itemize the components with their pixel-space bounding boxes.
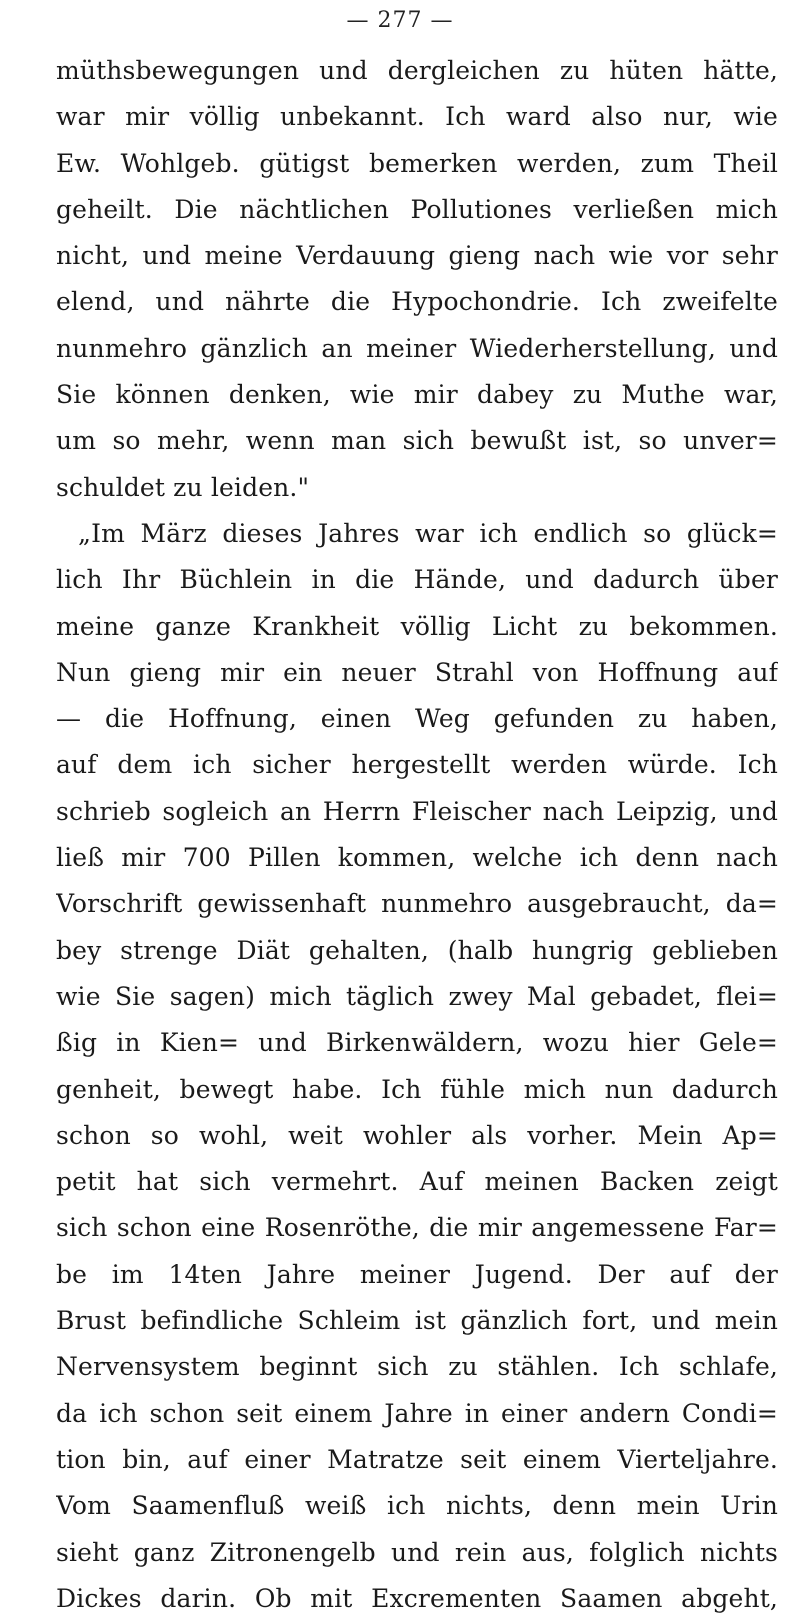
- text-line: auf dem ich sicher hergestellt werden würde. Ich: [56, 750, 778, 780]
- text-line: Sie können denken, wie mir dabey zu Muthe war,: [56, 380, 778, 410]
- page-number: — 277 —: [346, 8, 454, 33]
- text-line: Nun gieng mir ein neuer Strahl von Hoffnung auf: [56, 657, 778, 687]
- text-line: nunmehro gänzlich an meiner Wiederherstellung, und: [56, 333, 778, 363]
- text-line: nicht, und meine Verdauung gieng nach wie vor sehr: [56, 241, 778, 271]
- text-line: schon so wohl, weit wohler als vorher. Mein Ap=: [56, 1120, 778, 1150]
- text-line: Brust befindliche Schleim ist gänzlich fort, und mein: [56, 1306, 778, 1336]
- text-line: Vorschrift gewissenhaft nunmehro ausgebraucht, da=: [56, 889, 778, 919]
- text-line: sich schon eine Rosenröthe, die mir angemessene Far=: [56, 1213, 778, 1243]
- text-line: ließ mir 700 Pillen kommen, welche ich denn nach: [56, 843, 778, 873]
- text-line: genheit, bewegt habe. Ich fühle mich nun dadurch: [56, 1074, 778, 1104]
- text-line: elend, und nährte die Hypochondrie. Ich zweifelte: [56, 287, 778, 317]
- text-line: wie Sie sagen) mich täglich zwey Mal gebadet, flei=: [56, 981, 778, 1011]
- text-line: Ew. Wohlgeb. gütigst bemerken werden, zum Theil: [56, 148, 778, 178]
- text-line: petit hat sich vermehrt. Auf meinen Backen zeigt: [56, 1167, 778, 1197]
- text-line: geheilt. Die nächtlichen Pollutiones verließen mich: [56, 194, 778, 224]
- text-line: schuldet zu leiden.": [56, 472, 310, 502]
- text-line: tion bin, auf einer Matratze seit einem Vierteljahre.: [56, 1444, 778, 1474]
- text-line: ßig in Kien= und Birkenwäldern, wozu hier Gele=: [56, 1028, 778, 1058]
- text-line: be im 14ten Jahre meiner Jugend. Der auf der: [56, 1259, 778, 1289]
- text-line: schrieb sogleich an Herrn Fleischer nach Leipzig, und: [56, 796, 778, 826]
- text-line: müthsbewegungen und dergleichen zu hüten hätte,: [56, 56, 778, 85]
- text-line: Nervensystem beginnt sich zu stählen. Ich schlafe,: [56, 1352, 778, 1382]
- text-line: da ich schon seit einem Jahre in einer andern Condi=: [56, 1398, 778, 1428]
- body-text: [56, 48, 778, 1622]
- text-line: war mir völlig unbekannt. Ich ward also nur, wie: [56, 102, 778, 132]
- text-line: bey strenge Diät gehalten, (halb hungrig geblieben: [56, 935, 778, 965]
- text-line: — die Hoffnung, einen Weg gefunden zu haben,: [56, 704, 778, 734]
- text-line: um so mehr, wenn man sich bewußt ist, so unver=: [56, 426, 778, 456]
- text-line: meine ganze Krankheit völlig Licht zu bekommen.: [56, 611, 778, 641]
- text-line: Dickes darin. Ob mit Excrementen Saamen abgeht,: [56, 1583, 778, 1613]
- text-line: lich Ihr Büchlein in die Hände, und dadurch über: [56, 565, 778, 595]
- text-line: „Im März dieses Jahres war ich endlich so glück=: [78, 518, 778, 548]
- text-line: sieht ganz Zitronengelb und rein aus, folglich nichts: [56, 1537, 778, 1567]
- text-line: Vom Saamenfluß weiß ich nichts, denn mein Urin: [56, 1491, 778, 1521]
